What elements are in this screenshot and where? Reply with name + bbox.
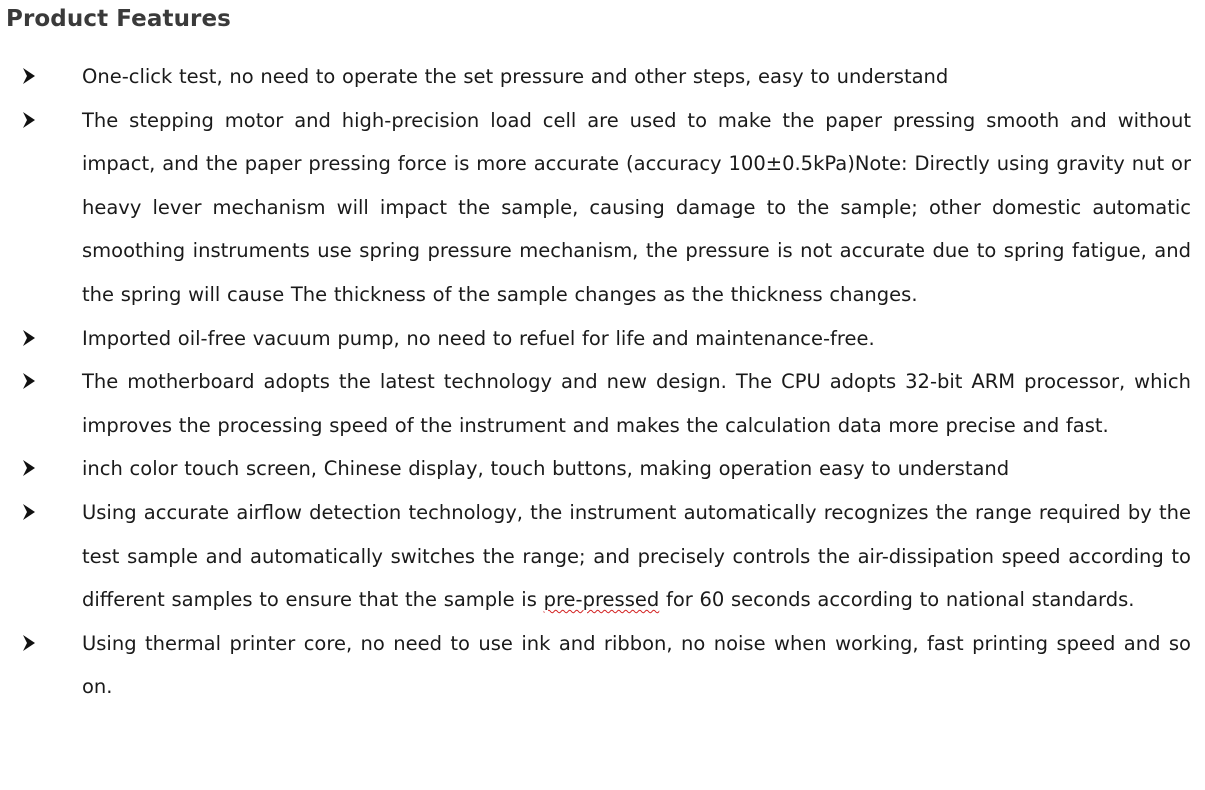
arrowhead-bullet-icon: [22, 371, 36, 391]
list-item: [0, 622, 1205, 709]
page-title: Product Features: [6, 6, 231, 32]
list-item: [0, 447, 1205, 491]
feature-list: [0, 55, 1205, 709]
list-item: [0, 491, 1205, 622]
spellcheck-flagged-word[interactable]: pre-pressed: [543, 588, 660, 612]
arrowhead-bullet-icon: [22, 66, 36, 86]
list-item: [0, 55, 1205, 99]
feature-text: The stepping motor and high-precision load cell are used to make the paper pressing smooth and without impact, and the paper pressing force is more accurate (accuracy 100±0.5kPa)Note: Directly using gravity nut or heavy lever mechanism will impact the sample, causing damage to the sample; other domestic automatic smoothing instruments use spring pressure mechanism, the pressure is not accurate due to spring fatigue, and the spring will cause The thickness of the sample changes as the thickness changes.: [82, 108, 1191, 306]
feature-text: Using thermal printer core, no need to use ink and ribbon, no noise when working, fast printing speed and so on.: [82, 631, 1191, 699]
feature-text-after: for 60 seconds according to national standards.: [659, 588, 1135, 612]
arrowhead-bullet-icon: [22, 328, 36, 348]
list-item: [0, 317, 1205, 361]
arrowhead-bullet-icon: [22, 502, 36, 522]
feature-text: The motherboard adopts the latest technology and new design. The CPU adopts 32-bit ARM processor, which improves the processing speed of the instrument and makes the calculation data more precise and fast.: [82, 370, 1191, 437]
arrowhead-bullet-icon: [22, 110, 36, 130]
feature-text-before: Using accurate airflow detection technology, the instrument automatically recognizes the range required by the test sample and automatically switches the range; and precisely controls the air-dissipation speed according to different samples to ensure that the sample is: [82, 500, 1191, 612]
list-item: [0, 99, 1205, 317]
feature-text: Imported oil-free vacuum pump, no need to refuel for life and maintenance-free.: [82, 326, 875, 350]
arrowhead-bullet-icon: [22, 633, 36, 653]
feature-text: One-click test, no need to operate the set pressure and other steps, easy to understand: [82, 65, 949, 88]
arrowhead-bullet-icon: [22, 458, 36, 478]
list-item: [0, 360, 1205, 447]
feature-text: inch color touch screen, Chinese display, touch buttons, making operation easy to understand: [82, 457, 1010, 481]
feature-text: [82, 491, 1191, 622]
